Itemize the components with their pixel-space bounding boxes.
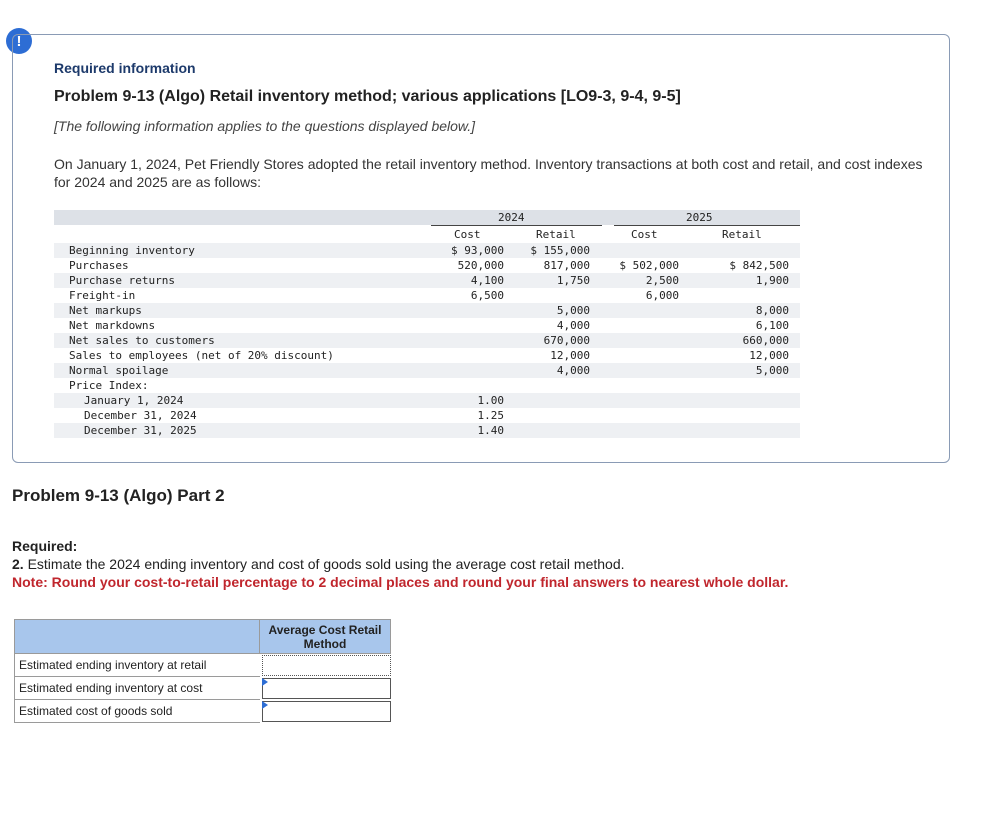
table-row — [54, 408, 800, 423]
retail-2024-value: 817,000 — [543, 259, 590, 272]
answer-row-label: Estimated ending inventory at retail — [14, 654, 260, 677]
table-row — [54, 378, 800, 393]
retail-2025-value: 6,100 — [755, 319, 789, 332]
table-row — [54, 393, 800, 408]
header-cost-2024: Cost — [454, 228, 481, 241]
answer-cell — [262, 654, 391, 677]
row-label: Freight-in — [69, 289, 136, 302]
cost-2024-value: 4,100 — [470, 274, 504, 287]
retail-2024-value: 5,000 — [556, 304, 590, 317]
table-row — [54, 243, 800, 258]
table-row — [54, 258, 800, 273]
ending-inventory-cost-input[interactable] — [262, 678, 391, 699]
table-row — [54, 273, 800, 288]
row-label: December 31, 2025 — [84, 424, 197, 437]
retail-2024-value: 4,000 — [556, 364, 590, 377]
alert-exclamation-icon: ! — [6, 28, 32, 54]
answer-row-label: Estimated cost of goods sold — [14, 700, 260, 723]
retail-2024-value: 12,000 — [550, 349, 590, 362]
rounding-note: Note: Round your cost-to-retail percentage to 2 decimal places and round your final answers to nearest whole dollar. — [12, 574, 789, 590]
answer-row-ending-inventory-cost — [14, 677, 391, 700]
row-label: Beginning inventory — [69, 244, 195, 257]
input-marker-arrow-icon — [262, 678, 268, 686]
header-retail-2024: Retail — [536, 228, 576, 241]
table-row — [54, 318, 800, 333]
row-label: Normal spoilage — [69, 364, 169, 377]
table-row — [54, 348, 800, 363]
instruction-text — [12, 556, 625, 572]
problem-intro-text: On January 1, 2024, Pet Friendly Stores adopted the retail inventory method. Inventory transactions at both cost and retail, and cost indexes for 2024 and 2025 are as follows: — [54, 156, 923, 190]
answer-header-blank — [14, 619, 260, 654]
header-retail-2025: Retail — [722, 228, 762, 241]
cost-2024-value: 520,000 — [457, 259, 504, 272]
table-row — [54, 303, 800, 318]
retail-2025-value: 5,000 — [755, 364, 789, 377]
following-info-note: [The following information applies to the questions displayed below.] — [54, 118, 476, 134]
cost-2024-value: 1.40 — [477, 424, 504, 437]
year-header-row — [54, 210, 800, 225]
retail-2024-value: 670,000 — [543, 334, 590, 347]
year-2025-label: 2025 — [686, 211, 713, 224]
table-row — [54, 423, 800, 438]
instruction-body: Estimate the 2024 ending inventory and cost of goods sold using the average cost retail method. — [23, 556, 625, 572]
retail-2025-value: $ 842,500 — [729, 259, 789, 272]
row-label: Purchase returns — [69, 274, 175, 287]
cost-2024-value: $ 93,000 — [451, 244, 504, 257]
instruction-number: 2. — [12, 556, 24, 572]
part-title: Problem 9-13 (Algo) Part 2 — [12, 486, 225, 505]
retail-2025-value: 12,000 — [749, 349, 789, 362]
required-information-title: Required information — [54, 60, 196, 76]
answer-row-cost-of-goods-sold — [14, 700, 391, 723]
row-label: January 1, 2024 — [84, 394, 184, 407]
problem-title: Problem 9-13 (Algo) Retail inventory method; various applications [LO9-3, 9-4, 9-5] — [54, 88, 681, 105]
year-2025-underline — [614, 225, 800, 226]
retail-2025-value: 1,900 — [755, 274, 789, 287]
cost-2025-value: 6,000 — [645, 289, 679, 302]
row-label: Net markdowns — [69, 319, 156, 332]
year-2024-underline — [431, 225, 602, 226]
cost-2024-value: 1.25 — [477, 409, 504, 422]
answer-cell — [262, 677, 391, 700]
retail-2024-value: 4,000 — [556, 319, 590, 332]
retail-2025-value: 660,000 — [742, 334, 789, 347]
cost-of-goods-sold-input[interactable] — [262, 701, 391, 722]
answer-row-label: Estimated ending inventory at cost — [14, 677, 260, 700]
year-2024-label: 2024 — [498, 211, 525, 224]
retail-2025-value: 8,000 — [755, 304, 789, 317]
row-label: Net sales to customers — [69, 334, 215, 347]
cost-2024-value: 1.00 — [477, 394, 504, 407]
answer-row-ending-inventory-retail — [14, 654, 391, 677]
required-label: Required: — [12, 538, 78, 554]
answer-cell — [262, 700, 391, 723]
answer-column-header: Average Cost Retail Method — [260, 619, 391, 654]
header-cost-2025: Cost — [631, 228, 658, 241]
row-label: Purchases — [69, 259, 129, 272]
retail-2024-value: $ 155,000 — [530, 244, 590, 257]
row-label: Net markups — [69, 304, 142, 317]
row-label: Price Index: — [69, 379, 149, 392]
table-row — [54, 333, 800, 348]
cost-2024-value: 6,500 — [470, 289, 504, 302]
input-marker-arrow-icon — [262, 701, 268, 709]
row-label: Sales to employees (net of 20% discount) — [69, 349, 334, 362]
cost-2025-value: $ 502,000 — [619, 259, 679, 272]
table-row — [54, 288, 800, 303]
retail-2024-value: 1,750 — [556, 274, 590, 287]
table-row — [54, 363, 800, 378]
cost-2025-value: 2,500 — [645, 274, 679, 287]
row-label: December 31, 2024 — [84, 409, 197, 422]
ending-inventory-retail-input[interactable] — [262, 655, 391, 676]
answer-table — [14, 619, 391, 722]
